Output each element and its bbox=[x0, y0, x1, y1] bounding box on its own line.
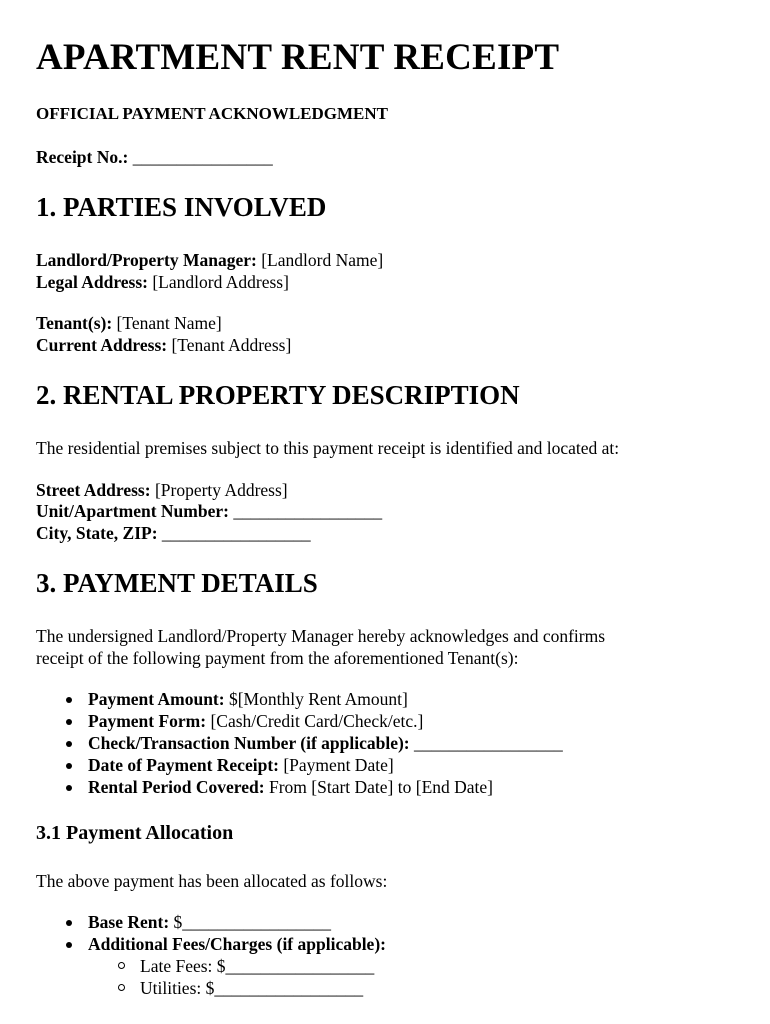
legal-address-line bbox=[36, 271, 289, 293]
section-1-heading: 1. PARTIES INVOLVED bbox=[36, 192, 327, 222]
base-rent-label: Base Rent: bbox=[88, 912, 170, 932]
utilities-value: $_________________ bbox=[205, 978, 364, 998]
section-3-heading: 3. PAYMENT DETAILS bbox=[36, 568, 318, 598]
section-3-1-heading: 3.1 Payment Allocation bbox=[36, 822, 234, 844]
additional-fees-label: Additional Fees/Charges (if applicable): bbox=[88, 934, 386, 954]
tenant-value: [Tenant Name] bbox=[116, 313, 222, 333]
receipt-number-value: ________________ bbox=[132, 147, 273, 167]
street-address-label: Street Address: bbox=[36, 480, 151, 500]
rental-period-label: Rental Period Covered: bbox=[88, 777, 265, 797]
bullet-icon bbox=[66, 719, 72, 725]
tenant-label: Tenant(s): bbox=[36, 313, 113, 333]
current-address-value: [Tenant Address] bbox=[171, 335, 292, 355]
section-3-intro-line-2: receipt of the following payment from the aforementioned Tenant(s): bbox=[36, 648, 519, 668]
receipt-number-label: Receipt No.: bbox=[36, 147, 129, 167]
street-address-line bbox=[36, 479, 288, 501]
document-title: APARTMENT RENT RECEIPT bbox=[36, 37, 560, 78]
city-state-zip-value: _________________ bbox=[161, 523, 311, 543]
bullet-icon bbox=[66, 763, 72, 769]
payment-form-label: Payment Form: bbox=[88, 711, 207, 731]
rental-period-value: From [Start Date] to [End Date] bbox=[268, 777, 493, 797]
unit-number-line bbox=[36, 500, 382, 522]
current-address-line bbox=[36, 334, 291, 356]
late-fees-value: $_________________ bbox=[216, 956, 375, 976]
landlord-label: Landlord/Property Manager: bbox=[36, 250, 257, 270]
landlord-line bbox=[36, 249, 383, 271]
transaction-number-label: Check/Transaction Number (if applicable): bbox=[88, 733, 410, 753]
transaction-number-value: _________________ bbox=[414, 733, 563, 753]
city-state-zip-label: City, State, ZIP: bbox=[36, 523, 158, 543]
legal-address-label: Legal Address: bbox=[36, 272, 148, 292]
document-subtitle: OFFICIAL PAYMENT ACKNOWLEDGMENT bbox=[36, 104, 389, 123]
section-2-heading: 2. RENTAL PROPERTY DESCRIPTION bbox=[36, 380, 520, 410]
bullet-icon bbox=[66, 741, 72, 747]
payment-form-value: [Cash/Credit Card/Check/etc.] bbox=[210, 711, 424, 731]
unit-number-label: Unit/Apartment Number: bbox=[36, 501, 229, 521]
receipt-number-line bbox=[36, 146, 273, 168]
payment-date-label: Date of Payment Receipt: bbox=[88, 755, 279, 775]
payment-amount-label: Payment Amount: bbox=[88, 689, 225, 709]
bullet-icon bbox=[66, 697, 72, 703]
utilities-label: Utilities: bbox=[140, 978, 202, 998]
section-3-intro-line-1: The undersigned Landlord/Property Manager hereby acknowledges and confirms bbox=[36, 626, 606, 646]
street-address-value: [Property Address] bbox=[154, 480, 288, 500]
section-2-intro: The residential premises subject to this payment receipt is identified and located at: bbox=[36, 438, 620, 458]
legal-address-value: [Landlord Address] bbox=[152, 272, 289, 292]
tenant-line bbox=[36, 312, 222, 334]
unit-number-value: _________________ bbox=[233, 501, 383, 521]
bullet-icon bbox=[66, 920, 72, 926]
bullet-icon bbox=[66, 785, 72, 791]
current-address-label: Current Address: bbox=[36, 335, 168, 355]
bullet-icon bbox=[66, 942, 72, 948]
hollow-bullet-icon bbox=[118, 962, 125, 969]
city-state-zip-line bbox=[36, 522, 311, 544]
landlord-value: [Landlord Name] bbox=[261, 250, 384, 270]
section-3-1-intro: The above payment has been allocated as follows: bbox=[36, 871, 388, 891]
hollow-bullet-icon bbox=[118, 984, 125, 991]
late-fees-label: Late Fees: bbox=[140, 956, 213, 976]
payment-amount-value: $[Monthly Rent Amount] bbox=[228, 689, 408, 709]
base-rent-value: $_________________ bbox=[173, 912, 332, 932]
payment-date-value: [Payment Date] bbox=[283, 755, 394, 775]
